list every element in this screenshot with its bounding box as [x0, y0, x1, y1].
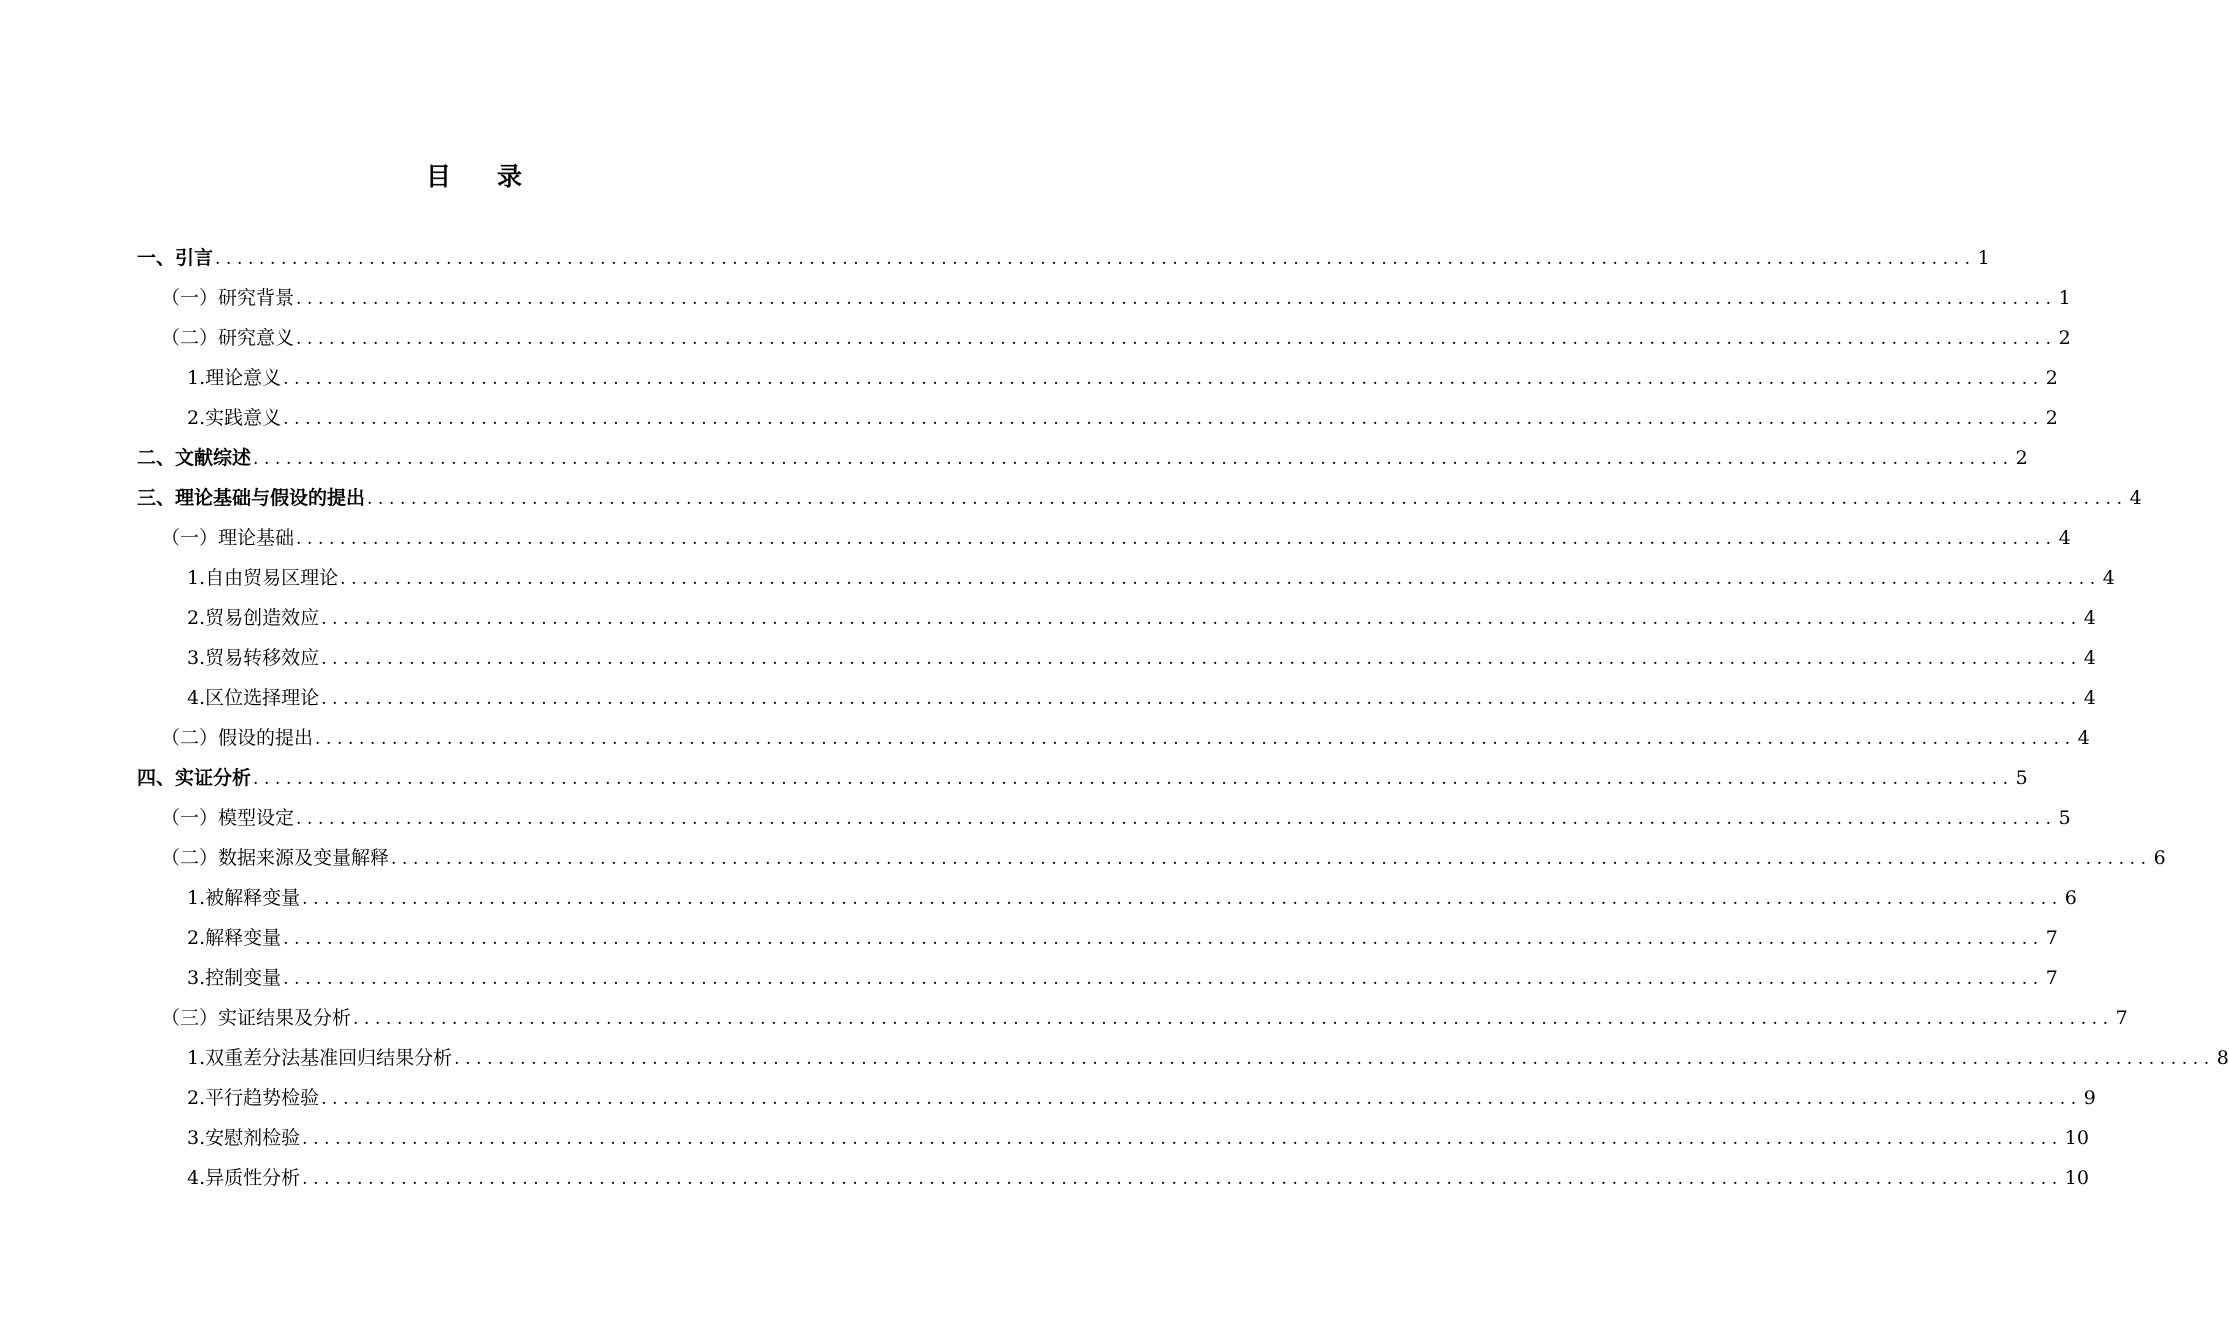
toc-entry-label: 3.贸易转移效应 — [187, 647, 320, 669]
dot-leader: ................................................................................................................................................................ — [340, 569, 2101, 589]
toc-entry-label: （一）研究背景 — [161, 287, 295, 309]
toc-entry[interactable] — [137, 878, 2077, 918]
dot-leader: ................................................................................................................................................................ — [321, 1089, 2082, 1109]
toc-entry-page-number: 2 — [2045, 367, 2058, 389]
toc-entry[interactable] — [137, 838, 2166, 878]
toc-entry-label: （二）假设的提出 — [161, 727, 314, 749]
toc-entry-page-number: 1 — [2058, 287, 2071, 309]
dot-leader: ................................................................................................................................................................ — [353, 1009, 2114, 1029]
table-of-contents — [137, 238, 2229, 1198]
toc-entry[interactable] — [137, 718, 2090, 758]
toc-entry-page-number: 4 — [2058, 527, 2071, 549]
toc-entry-page-number: 2 — [2058, 327, 2071, 349]
toc-entry[interactable] — [137, 398, 2058, 438]
dot-leader: ................................................................................................................................................................ — [367, 489, 2128, 509]
dot-leader: ................................................................................................................................................................ — [283, 369, 2044, 389]
dot-leader: ................................................................................................................................................................ — [283, 929, 2044, 949]
toc-entry[interactable] — [137, 438, 2028, 478]
toc-entry-label: 3.安慰剂检验 — [187, 1127, 301, 1149]
dot-leader: ................................................................................................................................................................ — [302, 889, 2063, 909]
toc-entry[interactable] — [137, 998, 2128, 1038]
toc-entry-label: 1.自由贸易区理论 — [187, 567, 339, 589]
page-title — [0, 160, 950, 194]
dot-leader: ................................................................................................................................................................ — [321, 609, 2082, 629]
toc-entry-page-number: 6 — [2153, 847, 2166, 869]
toc-entry-page-number: 8 — [2216, 1047, 2229, 1069]
dot-leader: ................................................................................................................................................................ — [302, 1169, 2063, 1189]
toc-entry-page-number: 4 — [2083, 607, 2096, 629]
toc-entry[interactable] — [137, 1078, 2096, 1118]
toc-entry-label: 二、文献综述 — [137, 447, 252, 469]
dot-leader: ................................................................................................................................................................ — [315, 729, 2076, 749]
toc-entry[interactable] — [137, 518, 2071, 558]
toc-entry-label: 3.控制变量 — [187, 967, 282, 989]
toc-entry-page-number: 1 — [1977, 247, 1990, 269]
dot-leader: ................................................................................................................................................................ — [302, 1129, 2063, 1149]
toc-entry-page-number: 2 — [2045, 407, 2058, 429]
dot-leader: ................................................................................................................................................................ — [283, 409, 2044, 429]
toc-entry[interactable] — [137, 1038, 2229, 1078]
toc-entry-label: 2.实践意义 — [187, 407, 282, 429]
toc-entry-label: （二）研究意义 — [161, 327, 295, 349]
dot-leader: ................................................................................................................................................................ — [296, 289, 2057, 309]
toc-entry[interactable] — [137, 318, 2071, 358]
toc-entry-label: （三）实证结果及分析 — [161, 1007, 352, 1029]
toc-entry-page-number: 4 — [2129, 487, 2142, 509]
toc-entry-label: 1.被解释变量 — [187, 887, 301, 909]
toc-entry-page-number: 10 — [2064, 1127, 2089, 1149]
toc-entry[interactable] — [137, 798, 2071, 838]
title-char-1: 目 — [425, 162, 453, 191]
toc-entry-label: （一）模型设定 — [161, 807, 295, 829]
dot-leader: ................................................................................................................................................................ — [215, 249, 1976, 269]
toc-entry-page-number: 4 — [2077, 727, 2090, 749]
toc-entry[interactable] — [137, 478, 2142, 518]
dot-leader: ................................................................................................................................................................ — [296, 329, 2057, 349]
toc-entry[interactable] — [137, 678, 2096, 718]
toc-entry-page-number: 9 — [2083, 1087, 2096, 1109]
toc-entry-page-number: 6 — [2064, 887, 2077, 909]
toc-entry[interactable] — [137, 1118, 2089, 1158]
dot-leader: ................................................................................................................................................................ — [296, 529, 2057, 549]
toc-entry-page-number: 5 — [2015, 767, 2028, 789]
toc-entry[interactable] — [137, 1158, 2089, 1198]
dot-leader: ................................................................................................................................................................ — [253, 449, 2014, 469]
toc-entry-label: 1.双重差分法基准回归结果分析 — [187, 1047, 453, 1069]
toc-entry-page-number: 10 — [2064, 1167, 2089, 1189]
toc-entry-page-number: 7 — [2045, 927, 2058, 949]
toc-entry[interactable] — [137, 558, 2115, 598]
dot-leader: ................................................................................................................................................................ — [321, 689, 2082, 709]
dot-leader: ................................................................................................................................................................ — [321, 649, 2082, 669]
toc-entry[interactable] — [137, 918, 2058, 958]
toc-entry-label: 2.解释变量 — [187, 927, 282, 949]
toc-entry[interactable] — [137, 598, 2096, 638]
dot-leader: ................................................................................................................................................................ — [283, 969, 2044, 989]
toc-entry[interactable] — [137, 638, 2096, 678]
toc-entry-page-number: 4 — [2102, 567, 2115, 589]
toc-entry-label: 一、引言 — [137, 247, 214, 269]
toc-entry[interactable] — [137, 278, 2071, 318]
toc-entry-page-number: 7 — [2045, 967, 2058, 989]
dot-leader: ................................................................................................................................................................ — [391, 849, 2152, 869]
toc-entry-label: （一）理论基础 — [161, 527, 295, 549]
toc-entry-page-number: 4 — [2083, 687, 2096, 709]
title-char-2: 录 — [497, 162, 525, 191]
toc-entry-page-number: 2 — [2015, 447, 2028, 469]
dot-leader: ................................................................................................................................................................ — [253, 769, 2014, 789]
toc-entry[interactable] — [137, 758, 2028, 798]
dot-leader: ................................................................................................................................................................ — [296, 809, 2057, 829]
toc-entry-label: 4.区位选择理论 — [187, 687, 320, 709]
toc-entry[interactable] — [137, 358, 2058, 398]
dot-leader: ................................................................................................................................................................ — [454, 1049, 2215, 1069]
toc-entry[interactable] — [137, 238, 1990, 278]
toc-entry-label: （二）数据来源及变量解释 — [161, 847, 390, 869]
toc-entry-label: 三、理论基础与假设的提出 — [137, 487, 366, 509]
toc-entry-label: 2.平行趋势检验 — [187, 1087, 320, 1109]
toc-entry-label: 4.异质性分析 — [187, 1167, 301, 1189]
toc-entry-label: 四、实证分析 — [137, 767, 252, 789]
toc-entry-page-number: 5 — [2058, 807, 2071, 829]
toc-entry-label: 2.贸易创造效应 — [187, 607, 320, 629]
toc-entry-label: 1.理论意义 — [187, 367, 282, 389]
toc-entry[interactable] — [137, 958, 2058, 998]
toc-entry-page-number: 4 — [2083, 647, 2096, 669]
toc-entry-page-number: 7 — [2115, 1007, 2128, 1029]
